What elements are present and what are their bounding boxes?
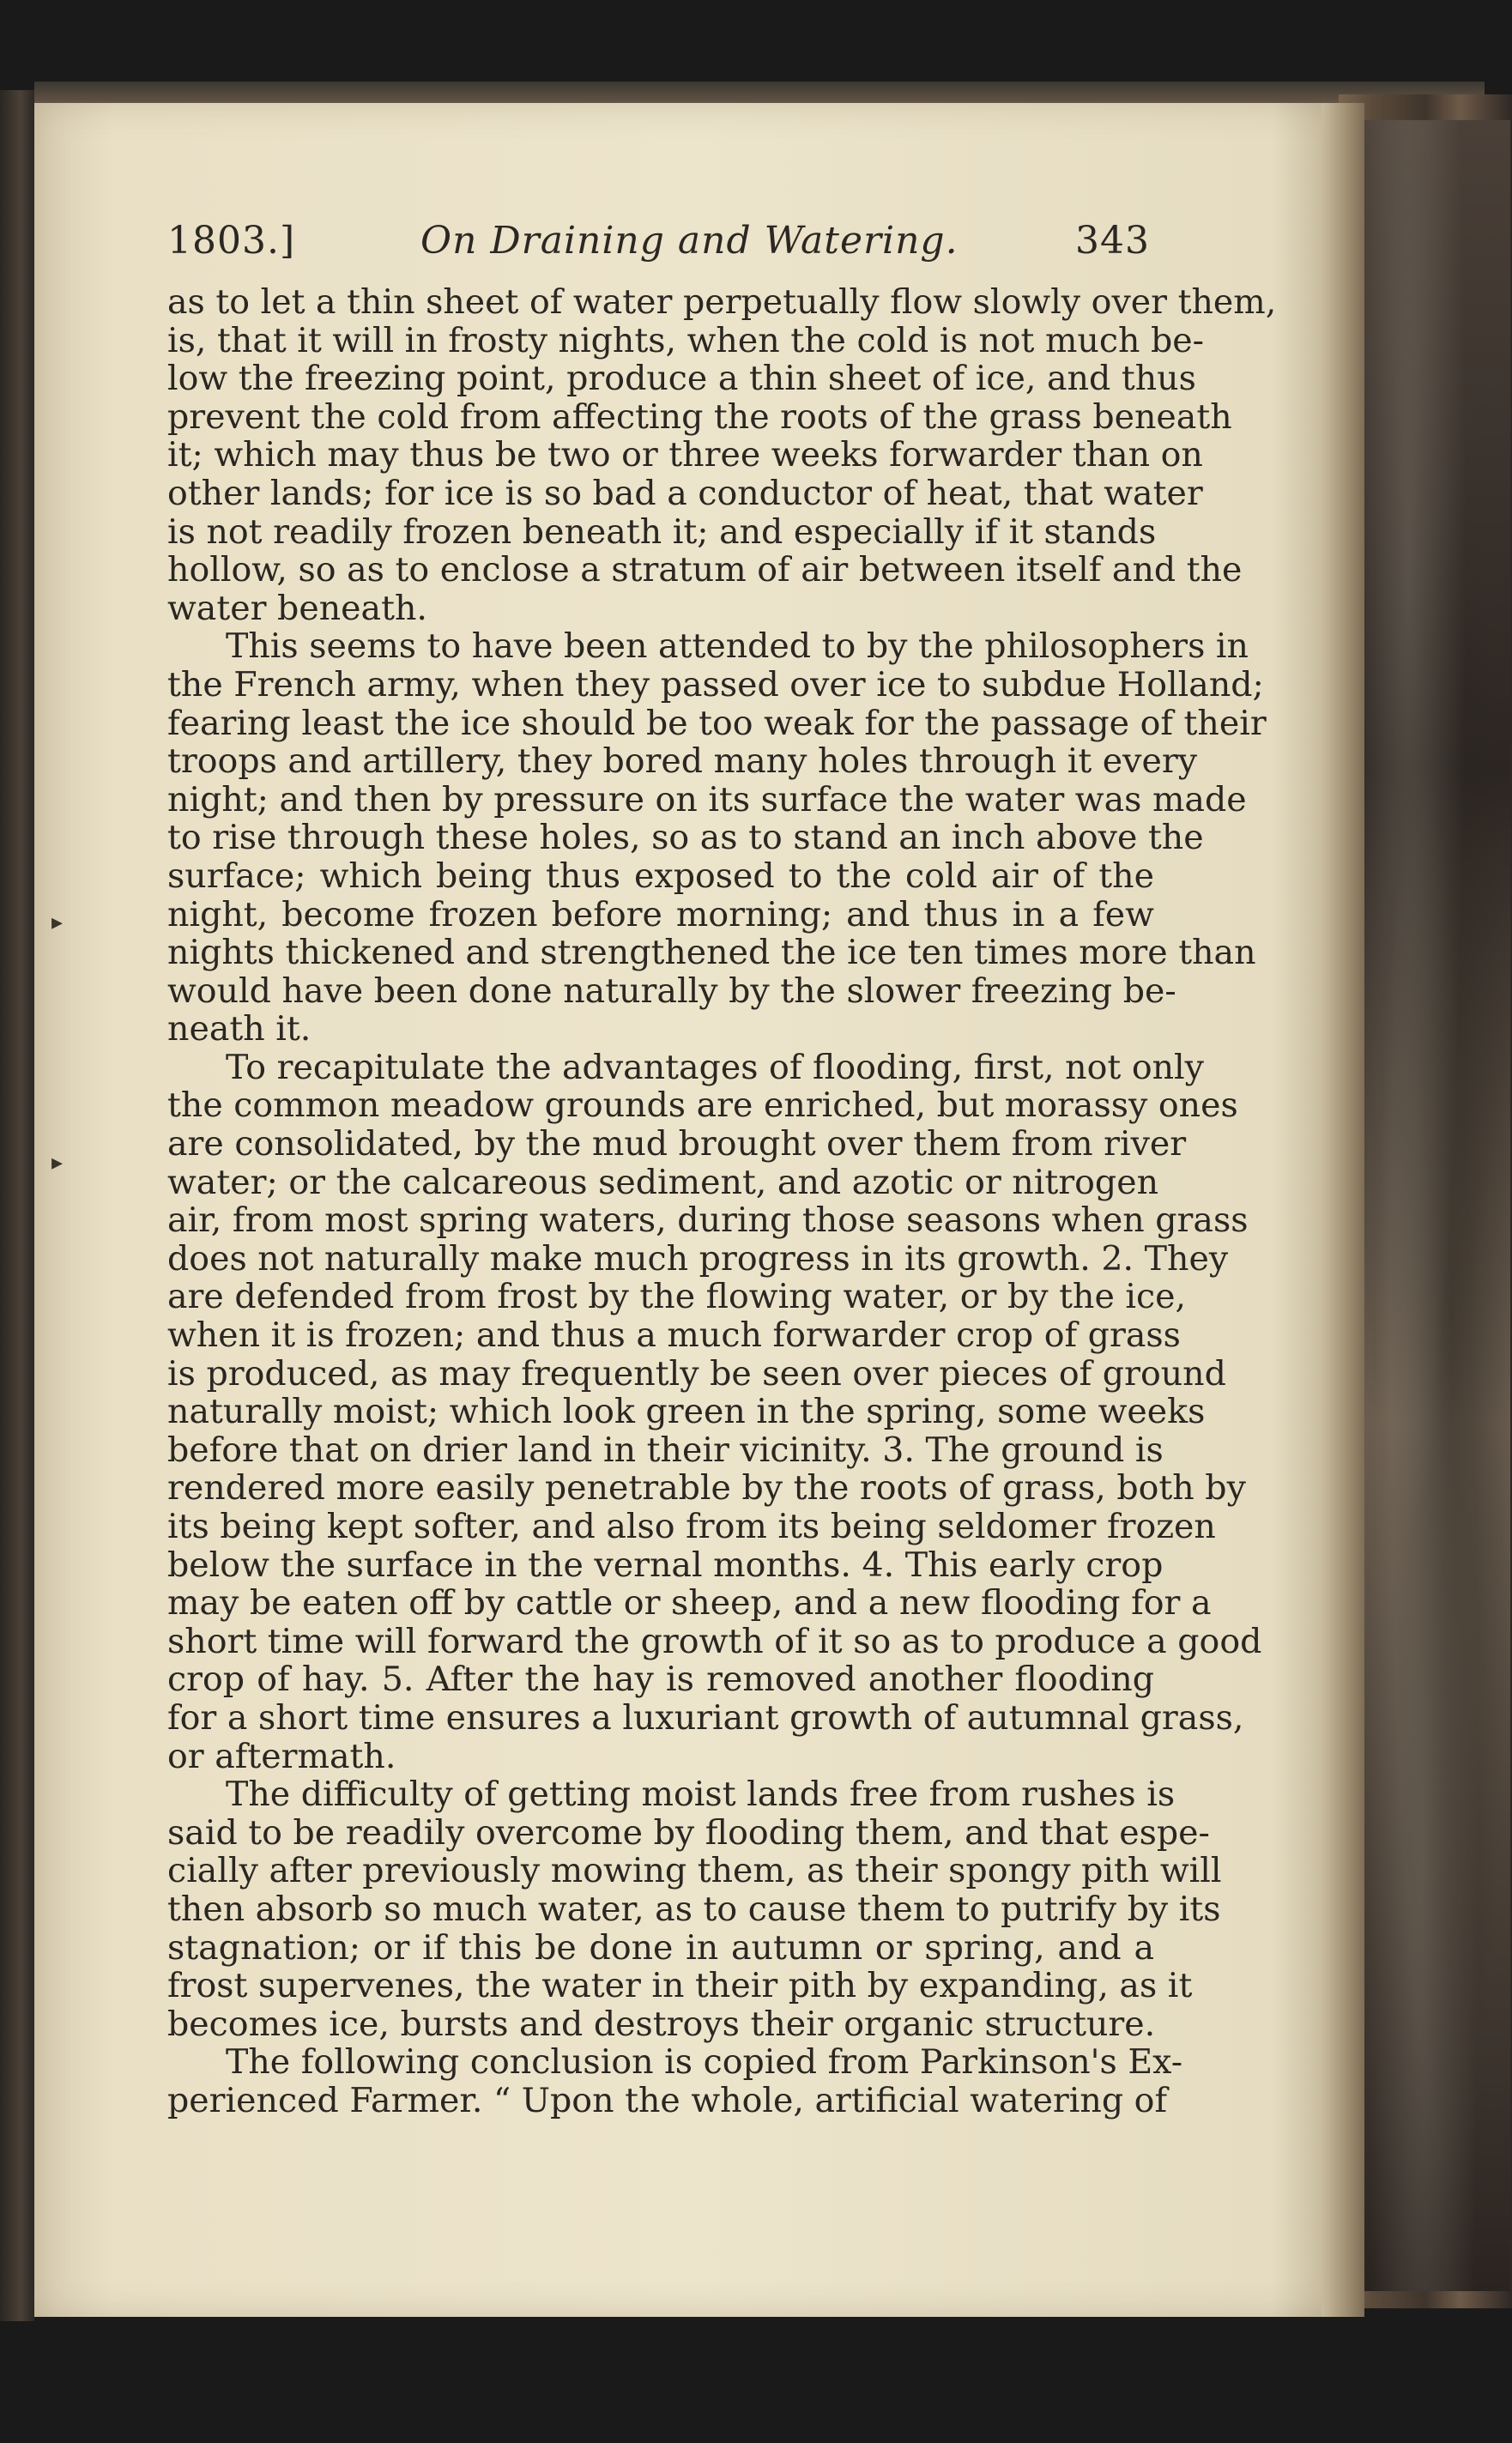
text-line: surface; which being thus exposed to the cold air of the (167, 856, 1154, 896)
text-line: does not naturally make much progress in its growth. 2. They (167, 1238, 1229, 1279)
text-line: The following conclusion is copied from Parkinson's Ex- (226, 2042, 1183, 2083)
book-gutter-left (0, 90, 34, 2321)
text-line: stagnation; or if this be done in autumn or spring, and a (167, 1927, 1154, 1968)
text-line: This seems to have been attended to by the philosophers in (226, 626, 1249, 667)
text-line: when it is frozen; and thus a much forwarder crop of grass (167, 1315, 1181, 1356)
text-line: prevent the cold from affecting the roots of the grass beneath (167, 396, 1232, 437)
text-line: troops and artillery, they bored many holes through it every (167, 741, 1198, 782)
page-fore-edge (1321, 103, 1364, 2317)
running-header (167, 219, 1197, 270)
text-line: The difficulty of getting moist lands free from rushes is (226, 1775, 1176, 1815)
text-line: perienced Farmer. “ Upon the whole, artificial watering of (167, 2080, 1168, 2120)
text-line: then absorb so much water, as to cause them to putrify by its (167, 1889, 1221, 1929)
text-line: water; or the calcareous sediment, and azotic or nitrogen (167, 1162, 1159, 1202)
text-line: cially after previously mowing them, as their spongy pith will (167, 1851, 1222, 1891)
text-line: it; which may thus be two or three weeks forwarder than on (167, 435, 1203, 475)
page-number: 343 (1075, 219, 1150, 263)
text-line: rendered more easily penetrable by the roots of grass, both by (167, 1468, 1246, 1509)
text-line: short time will forward the growth of it so as to produce a good (167, 1621, 1262, 1661)
text-line: or aftermath. (167, 1736, 396, 1776)
text-line: to rise through these holes, so as to stand an inch above the (167, 818, 1204, 858)
text-line: nights thickened and strengthened the ice ten times more than (167, 933, 1256, 973)
text-line: frost supervenes, the water in their pith by expanding, as it (167, 1966, 1193, 2006)
text-line: other lands; for ice is so bad a conductor of heat, that water (167, 473, 1203, 513)
marbled-endpaper (1364, 120, 1510, 2291)
text-line: for a short time ensures a luxuriant growth of autumnal grass, (167, 1697, 1244, 1738)
text-line: air, from most spring waters, during those seasons when grass (167, 1200, 1249, 1241)
text-line: hollow, so as to enclose a stratum of air between itself and the (167, 550, 1243, 590)
text-line: would have been done naturally by the slower freezing be- (167, 971, 1176, 1011)
text-line: water beneath. (167, 588, 427, 628)
text-line: night, become frozen before morning; and thus in a few (167, 894, 1154, 934)
text-line: is, that it will in frosty nights, when the cold is not much be- (167, 320, 1204, 360)
text-line: crop of hay. 5. After the hay is removed another flooding (167, 1660, 1154, 1700)
text-line: may be eaten off by cattle or sheep, and a new flooding for a (167, 1583, 1212, 1624)
header-year: 1803.] (167, 219, 296, 263)
text-line: the common meadow grounds are enriched, but morassy ones (167, 1085, 1238, 1126)
text-line: its being kept softer, and also from its being seldomer frozen (167, 1507, 1216, 1546)
text-line: below the surface in the vernal months. 4. This early crop (167, 1545, 1164, 1585)
text-line: are defended from frost by the flowing water, or by the ice, (167, 1277, 1187, 1317)
text-line: becomes ice, bursts and destroys their organic structure. (167, 2004, 1156, 2044)
text-line: naturally moist; which look green in the spring, some weeks (167, 1392, 1206, 1432)
text-line: fearing least the ice should be too weak for the passage of their (167, 703, 1267, 743)
text-line: are consolidated, by the mud brought over them from river (167, 1124, 1187, 1164)
text-line: low the freezing point, produce a thin sheet of ice, and thus (167, 359, 1196, 399)
text-line: as to let a thin sheet of water perpetually flow slowly over them, (167, 282, 1277, 322)
text-line: is produced, as may frequently be seen over pieces of ground (167, 1353, 1226, 1394)
text-line: before that on drier land in their vicinity. 3. The ground is (167, 1430, 1164, 1470)
text-line: night; and then by pressure on its surface the water was made (167, 779, 1247, 819)
text-line: neath it. (167, 1009, 311, 1049)
margin-mark: ▸ (51, 1150, 64, 1176)
text-line: To recapitulate the advantages of flooding, first, not only (226, 1047, 1204, 1087)
header-title: On Draining and Watering. (420, 219, 959, 263)
body-text (167, 282, 1277, 2120)
text-line: said to be readily overcome by flooding them, and that espe- (167, 1812, 1210, 1853)
text-line: is not readily frozen beneath it; and especially if it stands (167, 511, 1157, 552)
margin-mark: ▸ (51, 910, 64, 935)
text-line: the French army, when they passed over ice to subdue Holland; (167, 664, 1264, 704)
